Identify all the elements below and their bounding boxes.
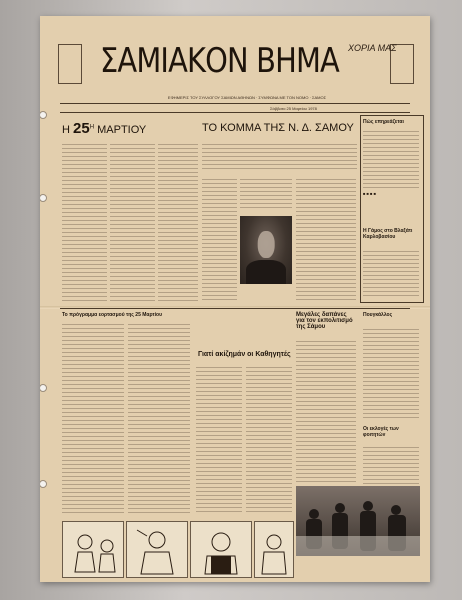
newspaper-page (40, 16, 430, 582)
article-column (196, 364, 242, 514)
group-figures (296, 486, 420, 556)
article-column (240, 176, 292, 211)
students-headline: Οι εκλογές των φοιτητών (363, 426, 399, 438)
header-rule (60, 103, 410, 104)
cartoon-drawing (127, 522, 187, 577)
article-column (62, 141, 107, 301)
punch-hole (40, 194, 47, 202)
article-column (158, 141, 198, 301)
why-headline: Γιατί ακίζημάν οι Καθηγητές (198, 351, 291, 358)
portrait-photo (240, 216, 292, 284)
portrait-suit (246, 260, 286, 284)
punch-hole (40, 480, 47, 488)
sidebar-text (363, 128, 419, 188)
punch-hole (40, 111, 47, 119)
article-column (363, 444, 419, 484)
sidebar-text (363, 248, 419, 298)
bullet-list: ■ ■ ■ ■ (363, 191, 376, 196)
article-column (110, 141, 155, 301)
expenses-headline: Μεγάλες δαπάνες για τον εκπολιτισμό της Σάμου (296, 312, 353, 330)
article-lead (202, 141, 357, 171)
fauna-headline: Η Γάμος στο Βλαξάτι Καρλοβασίου (363, 228, 413, 240)
cartoon-panel (254, 521, 294, 578)
header-rule (60, 112, 410, 113)
article-column (296, 176, 356, 301)
article-column (202, 176, 237, 301)
fold-rule (60, 308, 410, 309)
article-column (62, 321, 124, 516)
cartoon-panel (62, 521, 124, 578)
masthead-subline: ΕΦΗΜΕΡΙΣ ΤΟΥ ΣΥΛΛΟΓΟΥ ΣΑΜΙΩΝ ΑΘΗΝΩΝ · ΣΥΜΦΩΝΑ ΜΕ ΤΟΝ ΝΟΜΟ · ΣΑΜΟΣ (167, 95, 327, 100)
cartoon-panel (190, 521, 252, 578)
punch-hole (40, 384, 47, 392)
pos-headline: Πώς επηρεάζεται (363, 119, 404, 125)
group-photo (296, 486, 420, 556)
cartoon-drawing (255, 522, 293, 577)
party-headline: ΤΟ ΚΟΜΜΑ ΤΗΣ Ν. Δ. ΣΑΜΟΥ (202, 122, 354, 134)
masthead-tagline: ΧΟΡΙΑ ΜΑΣ (348, 43, 397, 53)
portrait-face (258, 231, 275, 258)
article-column (363, 326, 419, 421)
poulia-headline: Πουγκάλλος (363, 312, 393, 318)
cartoon-drawing (63, 522, 123, 577)
cartoon-panel (126, 521, 188, 578)
masthead-title: ΣΑΜΙΑΚΟΝ ΒΗΜΑ (100, 41, 339, 81)
program-headline: Το πρόγραμμα εορτασμού της 25 Μαρτίου (62, 312, 163, 318)
article-column (128, 321, 190, 516)
article-column (296, 338, 356, 483)
issue-date: Σάββατο 25 Μαρτίου 1978 (270, 106, 317, 111)
left-ear-box (58, 44, 82, 84)
article-column (246, 364, 292, 514)
cartoon-drawing (191, 522, 251, 577)
march25-headline: Η $25^H$ ΜΑΡΤΙΟΥ (62, 120, 147, 137)
